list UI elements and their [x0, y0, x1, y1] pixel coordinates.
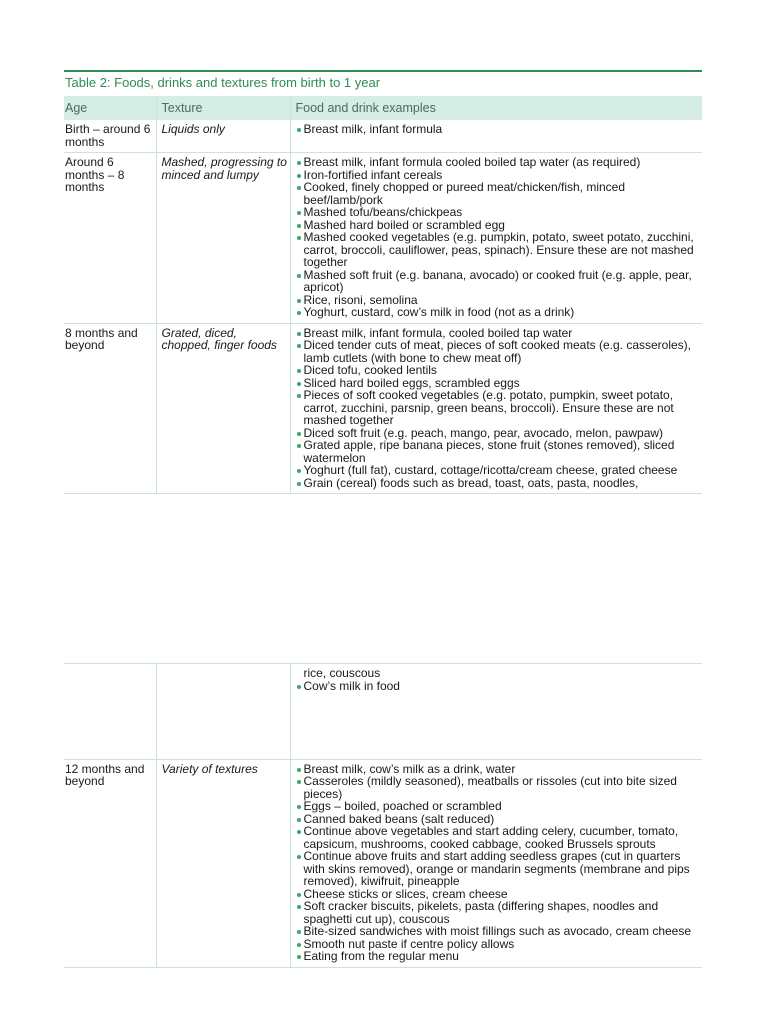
texture-cell: Grated, diced, chopped, finger foods: [156, 323, 290, 494]
list-item: Rice, risoni, semolina: [296, 294, 703, 307]
list-item: Cheese sticks or slices, cream cheese: [296, 888, 703, 901]
age-cell: 12 months and beyond: [64, 759, 156, 967]
table-caption: Table 2: Foods, drinks and textures from birth to 1 year: [65, 75, 381, 90]
texture-cell: Variety of textures: [156, 759, 290, 967]
list-item: Continue above vegetables and start adding celery, cucumber, tomato, capsicum, mushrooms, cooked cabbage, cooked Brussels sprouts: [296, 825, 703, 850]
list-item-continuation: rice, couscous: [303, 666, 381, 680]
title-rule: [64, 70, 702, 72]
examples-list: [296, 123, 703, 136]
age-cell: 8 months and beyond: [64, 323, 156, 494]
age-cell: Birth – around 6 months: [64, 120, 156, 153]
examples-cell: [290, 664, 702, 759]
header-examples: Food and drink examples: [290, 96, 702, 120]
list-item: Canned baked beans (salt reduced): [296, 813, 703, 826]
examples-cell: [290, 120, 702, 153]
list-item: Yoghurt (full fat), custard, cottage/ricotta/cream cheese, grated cheese: [296, 464, 703, 477]
list-item: Yoghurt, custard, cow’s milk in food (not as a drink): [296, 306, 703, 319]
list-item: Pieces of soft cooked vegetables (e.g. potato, pumpkin, sweet potato, carrot, zucchini, parsnip, green beans, broccoli). Ensure these are not mashed together: [296, 389, 703, 427]
list-item: Bite-sized sandwiches with moist fillings such as avocado, cream cheese: [296, 925, 703, 938]
list-item: Casseroles (mildly seasoned), meatballs or rissoles (cut into bite sized pieces): [296, 775, 703, 800]
list-item: Mashed hard boiled or scrambled egg: [296, 219, 703, 232]
table-row: [64, 664, 702, 759]
table-row: [64, 323, 702, 494]
list-item: Soft cracker biscuits, pikelets, pasta (differing shapes, noodles and spaghetti cut up), couscous: [296, 900, 703, 925]
list-item: Grated apple, ripe banana pieces, stone fruit (stones removed), sliced watermelon: [296, 439, 703, 464]
list-item: Mashed soft fruit (e.g. banana, avocado) or cooked fruit (e.g. apple, pear, apricot): [296, 269, 703, 294]
list-item: Eggs – boiled, poached or scrambled: [296, 800, 703, 813]
age-cell: [64, 664, 156, 759]
list-item: Mashed tofu/beans/chickpeas: [296, 206, 703, 219]
list-item: Breast milk, infant formula, cooled boiled tap water: [296, 327, 703, 340]
table-row: [64, 120, 702, 153]
list-item: Mashed cooked vegetables (e.g. pumpkin, potato, sweet potato, zucchini, carrot, broccoli, cauliflower, peas, spinach). Ensure these are not mashed together: [296, 231, 703, 269]
texture-cell: [156, 664, 290, 759]
list-item: Grain (cereal) foods such as bread, toast, oats, pasta, noodles,: [296, 477, 703, 490]
texture-cell: Mashed, progressing to minced and lumpy: [156, 153, 290, 324]
list-item: Cow’s milk in food: [296, 680, 703, 693]
list-item: Breast milk, infant formula: [296, 123, 703, 136]
list-item: Breast milk, cow’s milk as a drink, water: [296, 763, 703, 776]
examples-list: [296, 327, 703, 490]
header-age: Age: [64, 96, 156, 120]
header-texture: Texture: [156, 96, 290, 120]
list-item: Eating from the regular menu: [296, 950, 703, 963]
food-table: [64, 96, 702, 494]
examples-cell: [290, 323, 702, 494]
examples-cell: [290, 153, 702, 324]
food-table-part-2: [64, 663, 702, 968]
examples-list: [296, 667, 703, 692]
list-item: Iron-fortified infant cereals: [296, 169, 703, 182]
table-header-row: [64, 96, 702, 120]
list-item: Cooked, finely chopped or pureed meat/chicken/fish, minced beef/lamb/pork: [296, 181, 703, 206]
examples-list: [296, 156, 703, 319]
list-item: Diced soft fruit (e.g. peach, mango, pear, avocado, melon, pawpaw): [296, 427, 703, 440]
food-table-continued: [64, 664, 702, 968]
list-item: Breast milk, infant formula cooled boiled tap water (as required): [296, 156, 703, 169]
table-row: [64, 153, 702, 324]
texture-cell: Liquids only: [156, 120, 290, 153]
examples-cell: [290, 759, 702, 967]
list-item: Sliced hard boiled eggs, scrambled eggs: [296, 377, 703, 390]
examples-list: [296, 763, 703, 963]
list-item: Diced tofu, cooked lentils: [296, 364, 703, 377]
age-cell: Around 6 months – 8 months: [64, 153, 156, 324]
list-item: Smooth nut paste if centre policy allows: [296, 938, 703, 951]
list-item: Diced tender cuts of meat, pieces of soft cooked meats (e.g. casseroles), lamb cutlets (with bone to chew meat off): [296, 339, 703, 364]
list-item: Continue above fruits and start adding seedless grapes (cut in quarters with skins removed), orange or mandarin segments (membrane and pips removed), kiwifruit, pineapple: [296, 850, 703, 888]
food-table-part-1: [64, 96, 702, 494]
table-row: [64, 759, 702, 967]
